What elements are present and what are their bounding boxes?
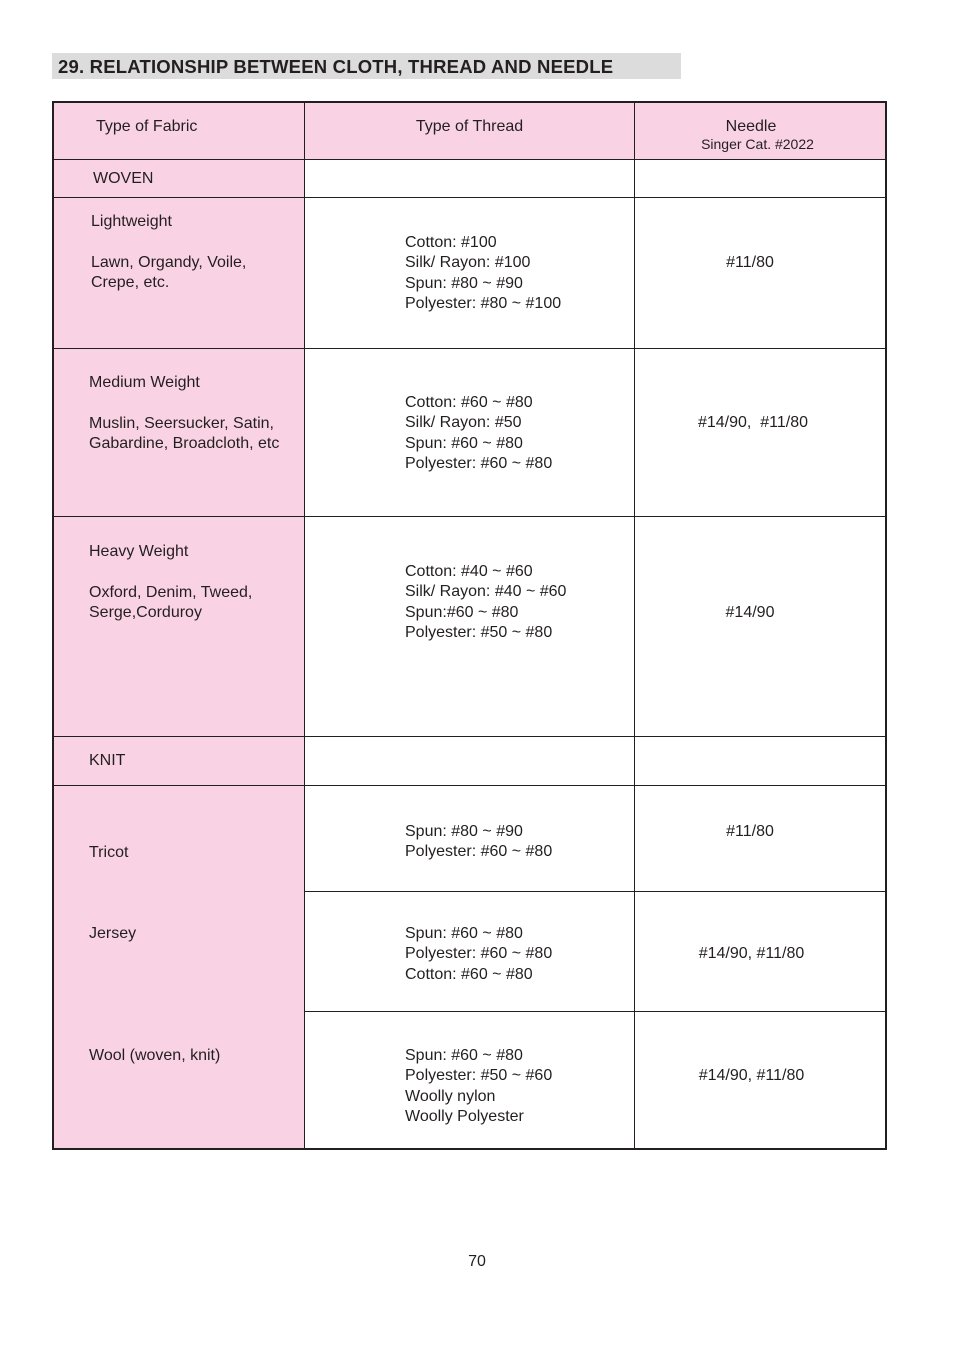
thread-list: Spun: #80 ~ #90 Polyester: #60 ~ #80 — [405, 823, 553, 861]
fabric-name: Lightweight — [91, 213, 172, 230]
fabric-examples: Lawn, Organdy, Voile, Crepe, etc. — [91, 254, 247, 292]
woven-section-label: WOVEN — [93, 170, 154, 187]
needle-size: #14/90 — [725, 604, 775, 621]
fabric-name: Heavy Weight — [89, 543, 189, 560]
section-title: 29. RELATIONSHIP BETWEEN CLOTH, THREAD AND NEEDLE — [58, 56, 614, 77]
knit-section-label: KNIT — [89, 752, 126, 769]
needle-size: #11/80 — [726, 254, 774, 271]
fabric-examples: Muslin, Seersucker, Satin, Gabardine, Broadcloth, etc — [89, 415, 280, 453]
header-needle-sub: Singer Cat. #2022 — [701, 136, 814, 152]
needle-size: #14/90, #11/80 — [698, 945, 805, 962]
header-thread: Type of Thread — [415, 118, 524, 135]
fabric-examples: Oxford, Denim, Tweed, Serge,Corduroy — [89, 584, 253, 622]
page-number: 70 — [468, 1253, 486, 1270]
section-heading-band — [52, 53, 681, 79]
header-fabric: Type of Fabric — [96, 118, 198, 135]
thread-list: Spun: #60 ~ #80 Polyester: #50 ~ #60 Woolly nylon Woolly Polyester — [405, 1047, 553, 1126]
fabric-name: Tricot — [89, 844, 129, 861]
thread-list: Cotton: #40 ~ #60 Silk/ Rayon: #40 ~ #60 Spun:#60 ~ #80 Polyester: #50 ~ #80 — [405, 563, 567, 642]
needle-size: #14/90, #11/80 — [697, 414, 809, 431]
thread-list: Cotton: #60 ~ #80 Silk/ Rayon: #50 Spun: #60 ~ #80 Polyester: #60 ~ #80 — [405, 394, 553, 473]
fabric-name: Wool (woven, knit) — [89, 1047, 221, 1064]
fabric-name: Jersey — [89, 925, 137, 942]
fabric-name: Medium Weight — [89, 374, 200, 391]
needle-size: #14/90, #11/80 — [698, 1067, 805, 1084]
thread-list: Spun: #60 ~ #80 Polyester: #60 ~ #80 Cotton: #60 ~ #80 — [405, 925, 553, 983]
needle-size: #11/80 — [726, 823, 774, 840]
header-needle: Needle — [725, 118, 777, 135]
thread-list: Cotton: #100 Silk/ Rayon: #100 Spun: #80 ~ #90 Polyester: #80 ~ #100 — [405, 234, 562, 313]
